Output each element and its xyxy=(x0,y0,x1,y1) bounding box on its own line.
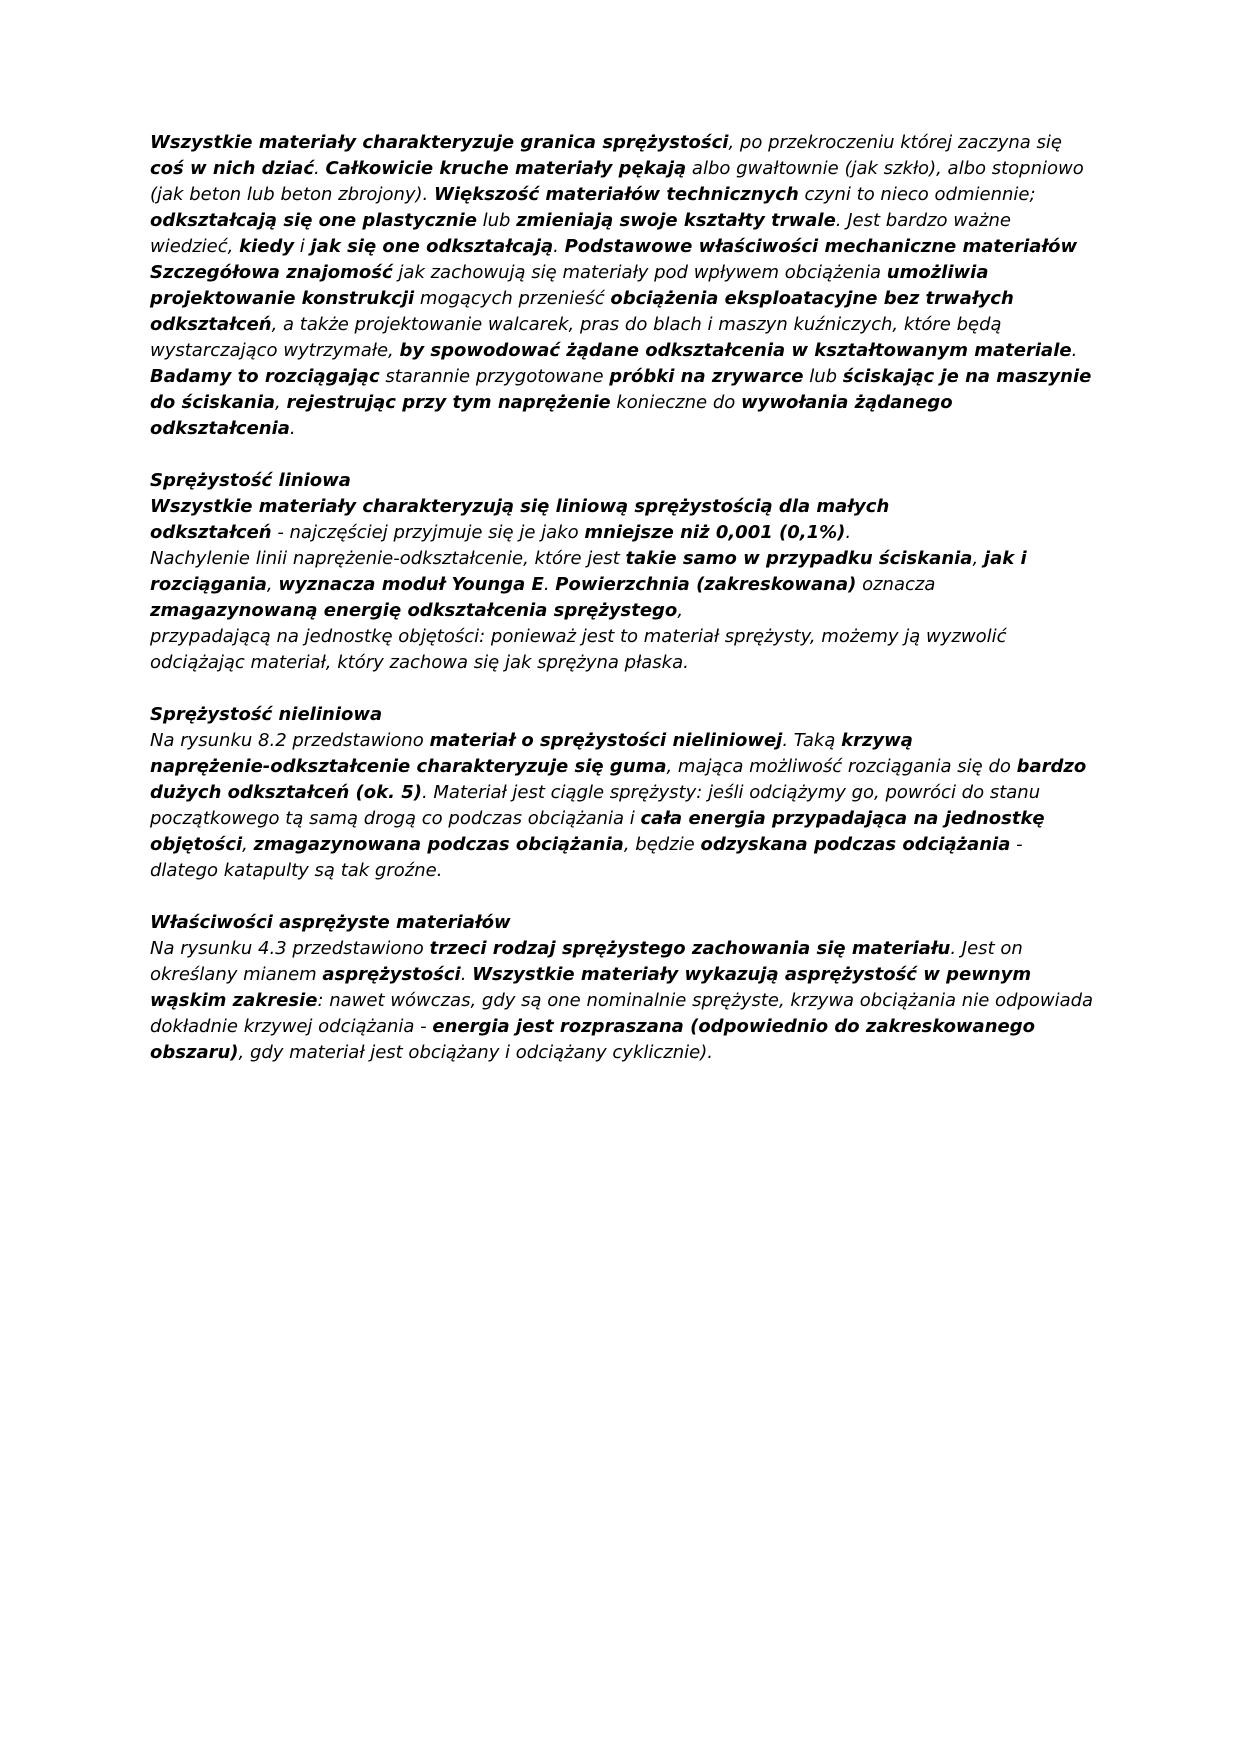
paragraph-nonlinear-elasticity: Sprężystość nieliniowa Na rysunku 8.2 przedstawiono materiał o sprężystości nieliniowej. Taką krzywą naprężenie-odkształcenie charakteryzuje się guma, mająca możliwość rozciągania się do bardzo dużych odkształceń (ok. 5). Materiał jest ciągle sprężysty: jeśli odciążymy go, powróci do stanu początkowego tą samą drogą co podczas obciążania i cała energia przypadająca na jednostkę objętości, zmagazynowana podczas obciążania, będzie odzyskana podczas odciążania - dlatego katapulty są tak groźne. xyxy=(150,704,1087,881)
paragraph-linear-elasticity: Sprężystość liniowa Wszystkie materiały charakteryzują się liniową sprężystością dla małych odkształceń - najczęściej przyjmuje się je jako mniejsze niż 0,001 (0,1%). Nachylenie linii naprężenie-odkształcenie, które jest takie samo w przypadku ściskania, jak i rozciągania, wyznacza moduł Younga E. Powierzchnia (zakreskowana) oznacza zmagazynowaną energię odkształcenia sprężystego, przypadającą na jednostkę objętości: ponieważ jest to materiał sprężysty, możemy ją wyzwolić odciążając materiał, który zachowa się jak sprężyna płaska. xyxy=(150,470,1027,673)
paragraph-anelastic-properties: Właściwości asprężyste materiałów Na rysunku 4.3 przedstawiono trzeci rodzaj sprężystego zachowania się materiału. Jest on określany mianem asprężystości. Wszystkie materiały wykazują asprężystość w pewnym wąskim zakresie: nawet wówczas, gdy są one nominalnie sprężyste, krzywa obciążania nie odpowiada dokładnie krzywej odciążania - energia jest rozpraszana (odpowiednio do zakreskowanego obszaru), gdy materiał jest obciążany i odciążany cyklicznie). xyxy=(150,912,1094,1063)
document-content xyxy=(150,130,1094,1092)
paragraph-elastic-limit: Wszystkie materiały charakteryzuje granica sprężystości, po przekroczeniu której zaczyna się coś w nich dziać. Całkowicie kruche materiały pękają albo gwałtownie (jak szkło), albo stopniowo (jak beton lub beton zbrojony). Większość materiałów technicznych czyni to nieco odmiennie; odkształcają się one plastycznie lub zmieniają swoje kształty trwale. Jest bardzo ważne wiedzieć, kiedy i jak się one odkształcają. Podstawowe właściwości mechaniczne materiałów Szczegółowa znajomość jak zachowują się materiały pod wpływem obciążenia umożliwia projektowanie konstrukcji mogących przenieść obciążenia eksploatacyjne bez trwałych odkształceń, a także projektowanie walcarek, pras do blach i maszyn kuźniczych, które będą wystarczająco wytrzymałe, by spowodować żądane odkształcenia w kształtowanym materiale. Badamy to rozciągając starannie przygotowane próbki na zrywarce lub ściskając je na maszynie do ściskania, rejestrując przy tym naprężenie konieczne do wywołania żądanego odkształcenia. xyxy=(150,132,1092,439)
